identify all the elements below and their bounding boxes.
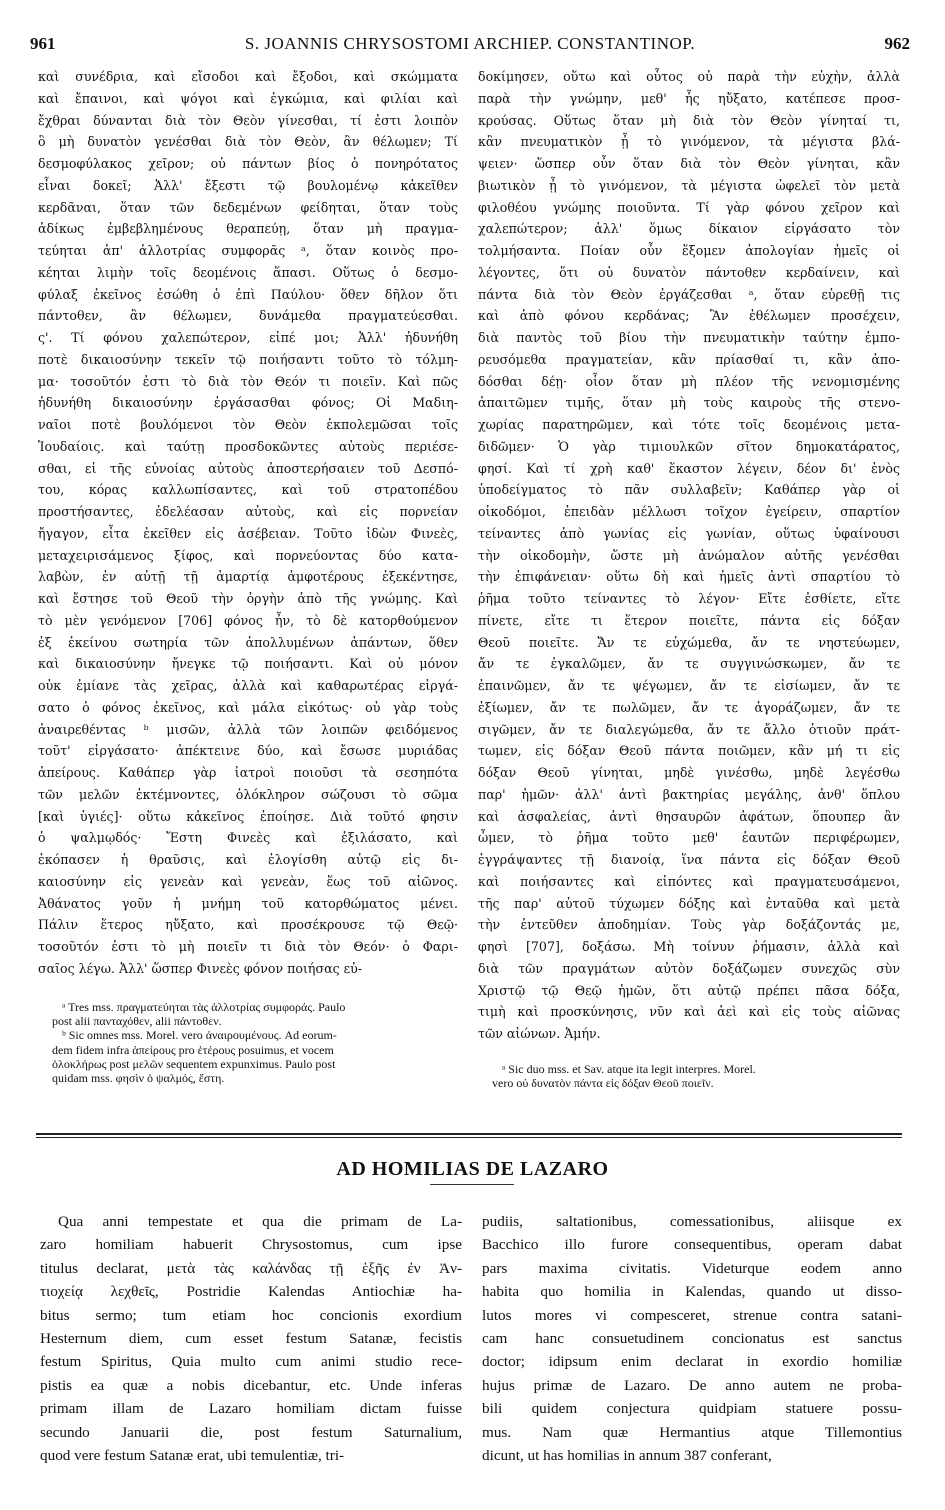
text-line: Hesternum diem, cum esset festum Satanæ, fecistis (40, 1330, 462, 1348)
text-line: primam illam de Lazaro homiliam dictam fuisse (40, 1400, 462, 1418)
text-line: κερδᾶναι, ὅταν τῶν δεδεμένων φείδηται, ὅταν τοὺς (38, 199, 458, 215)
text-line: bili quidem conjectura quidpiam statuere possu- (482, 1400, 902, 1418)
text-line: διδῶμεν· Ὁ γὰρ τιμιουλκῶν σῖτον δημοκατάρατος, (478, 438, 900, 454)
text-line: φησί. Καὶ τί χρὴ καθ' ἕκαστον λέγειν, δέον δι' ἑνὸς (478, 460, 900, 476)
text-line: τῆς παρ' αὐτοῦ τύχωμεν δόξης καὶ ἐνταῦθα καὶ μετὰ (478, 895, 900, 911)
text-line: titulus declarat, μετὰ τὰς καλάνδας τῇ ἑξῆς ἐν Ἀν- (40, 1259, 462, 1277)
text-line: πάντοθεν, ἂν θέλωμεν, δυνάμεθα πραγματεύεσθαι. (38, 308, 458, 324)
text-line: dem fidem infra ἀπείρους pro ἑτέρους posuimus, et vocem (52, 1042, 334, 1057)
greek-text-right-column (478, 66, 900, 1045)
section-divider-thin (36, 1137, 902, 1138)
text-line: Θεοῦ ποιεῖτε. Ἄν τε εὐχώμεθα, ἄν τε νηστεύωμεν, (478, 634, 900, 650)
text-line: τὸ μὲν γενόμενον [706] φόνος ἦν, τὸ δὲ κατορθούμενον (38, 612, 458, 628)
text-line: festum Spiritus, Quia multo cum animi studio rece- (40, 1353, 462, 1371)
text-line: bitus sermo; tum etiam hoc concionis exordium (40, 1306, 462, 1324)
text-line: δοκίμησεν, οὕτω καὶ οὗτος οὐ παρὰ τὴν εὐχὴν, ἀλλὰ (478, 69, 900, 84)
text-line: σθαι, εἰ τῆς εὐνοίας αὐτοὺς ἀποστερήσαιεν τοῦ Δεσπό- (38, 460, 458, 476)
text-line: φιλοθέου γνώμης ποιοῦντα. Τί γὰρ φόνου χεῖρον καὶ (478, 199, 900, 215)
text-line: ῥῆμα τοῦτο τείναντες τὸ λέγον· Εἴτε ἐσθίετε, εἴτε (478, 591, 900, 606)
text-line: vero οὐ δυνατὸν πάντα εἰς δόξαν Θεοῦ ποιεῖν. (492, 1076, 714, 1091)
text-line: ἐξ ἐκείνου σωτηρία τῶν ἀπολλυμένων ἁπάντων, ὅθεν (38, 634, 458, 650)
text-line: καὶ ἀπὸ φόνου κερδάνας; Ἂν ἐθέλωμεν προσέχειν, (478, 308, 900, 324)
text-line: ὁλοκλήρως post μελῶν sequentem expunximus. Paulo post (52, 1056, 336, 1071)
text-line: habita quo homilia in Kalendas, quando ut disso- (482, 1283, 902, 1301)
text-line: σαῖος λέγω. Ἀλλ' ὥσπερ Φινεὲς φόνον ποιήσας εὐ- (38, 960, 363, 976)
text-line: σιγῶμεν, ἄν τε διαλεγώμεθα, ἄν τε ἄλλο ὁτιοῦν πράτ- (478, 721, 900, 737)
text-line: τοσοῦτόν ἐστι τὸ μὴ ποιεῖν τι διὰ τὸν Θεόν· ὁ Φαρι- (38, 939, 458, 954)
footnotes-left (52, 1000, 458, 1085)
text-line: ὁ ψαλμῳδός· Ἔστη Φινεὲς καὶ ἐξιλάσατο, καὶ (38, 830, 458, 846)
text-line: τείναντες ἀπὸ γωνίας εἰς γωνίαν, οὕτως ὑφαίνουσι (478, 525, 900, 541)
footnotes-right (492, 1062, 900, 1090)
section-title: AD HOMILIAS DE LAZARO (336, 1158, 609, 1180)
text-line: τῶν μελῶν ἐκτέμνοντες, ὁλόκληρον σώζουσι τὸ σῶμα (38, 786, 458, 802)
text-line: dicunt, ut has homilias in annum 387 conferant, (482, 1447, 772, 1465)
text-line: καὶ συνέδρια, καὶ εἴσοδοι καὶ ἔξοδοι, καὶ σκώμματα (38, 69, 458, 84)
text-line: τιοχείᾳ λεχθεῖς, Postridie Kalendas Antiochiæ ha- (40, 1283, 462, 1301)
text-line: δεσμοφύλακος χεῖρον; οὐ πάντων βίος ὁ πονηρότατος (38, 156, 458, 171)
section-title-rule (430, 1184, 514, 1185)
text-line: καὶ δικαιοσύνην ἤνεγκε τῷ ποιήσαντι. Καὶ οὐ μόνον (38, 656, 458, 672)
text-line: προστήσαντες, ἐδελέασαν αὐτοὺς, καὶ εἰς πορνείαν (38, 504, 458, 519)
section-divider-thick (36, 1133, 902, 1135)
text-line: Χριστῷ τῷ Θεῷ ἡμῶν, ὅτι αὐτῷ πρέπει πᾶσα δόξα, (478, 982, 900, 998)
text-line: του, κόρας καλλωπίσαντες, καὶ τοῦ στρατοπέδου (38, 482, 458, 498)
text-line: τῶν αἰώνων. Ἀμήν. (478, 1026, 601, 1041)
text-line: ς'. Τί φόνου χαλεπώτερον, εἰπέ μοι; Ἀλλ' ἠδυνήθη (38, 330, 458, 345)
text-line: τολμήσαντα. Ποίαν οὖν ἕξομεν ἀπολογίαν ἡμεῖς οἱ (478, 243, 900, 258)
text-line: ρευσόμεθα πραγματείαν, κἂν πρίασθαί τι, κἂν ἀπο- (478, 351, 900, 367)
text-line: ὦμεν, τὸ ῥῆμα τοῦτο μεθ' ἑαυτῶν περιφέρωμεν, (478, 830, 900, 846)
text-line: δόξαν Θεοῦ γίνηται, μηδὲ γινέσθω, μηδὲ λεγέσθω (478, 765, 900, 780)
text-line: παρὰ τὴν γνώμην, μεθ' ἧς ηὔξατο, κατέπεσε προσ- (478, 90, 900, 106)
text-line: doctor; idipsum enim declarat in exordio homiliæ (482, 1353, 902, 1371)
text-line: φησὶ [707], δοξάσω. Μὴ τοίνυν ῥήμασιν, ἀλλὰ καὶ (478, 939, 900, 954)
text-line: κέηται λιμὴν τοῖς δεομένοις ἅπασι. Οὕτως ὁ δεσμο- (38, 264, 458, 280)
text-line: διὰ τῶν πραγμάτων αὐτὸν δοξάζωμεν συνεχῶς σὺν (478, 960, 900, 976)
text-line: δόσθαι δέῃ· οἷον ὅταν μὴ πλέον τῆς νενομισμένης (478, 373, 900, 389)
text-line: pudiis, saltationibus, comessationibus, aliisque ex (482, 1213, 902, 1230)
text-line: μεταχειρισάμενος ξίφος, καὶ πορνεύοντας δύο κατα- (38, 547, 458, 563)
text-line: ᵇ Sic omnes mss. Morel. vero ἀναιρουμένους. Ad eorum- (62, 1028, 337, 1043)
text-line: quod vere festum Satanæ erat, ubi temulentiæ, tri- (40, 1447, 345, 1465)
text-line: πίνετε, εἴτε τι ἕτερον ποιεῖτε, πάντα εἰς δόξαν (478, 612, 900, 628)
left-page-number: 961 (30, 34, 56, 53)
text-line: Qua anni tempestate et qua die primam de La- (58, 1213, 462, 1230)
latin-preface-left-column (40, 1210, 462, 1467)
text-line: πάντα διὰ τὸν Θεὸν ἐργάζεσθαι ᵃ, ὅταν εὑρεθῇ τις (478, 286, 900, 302)
text-line: σατο ὁ φόνος ἐκεῖνος, καὶ μάλα εἰκότως· οὐ γὰρ τοὺς (38, 699, 458, 715)
text-line: εἶναι δοκεῖ; Ἀλλ' ἔξεστι τῷ βουλομένῳ κἀκεῖθεν (38, 177, 458, 193)
text-line: cam hanc consuetudinem concionatus est sanctus (482, 1330, 902, 1348)
text-line: hujus primæ de Lazaro. De anno autem ne proba- (482, 1376, 902, 1394)
text-line: διὰ παντὸς τοῦ βίου τὴν πνευματικὴν ταύτην ἐμπο- (478, 330, 900, 345)
running-title: S. JOANNIS CHRYSOSTOMI ARCHIEP. CONSTANTINOP. (244, 34, 696, 53)
text-line: ποτὲ δικαιοσύνην τεκεῖν τῷ ποιήσαντι τοῦτο τὸ τόλμη- (38, 351, 458, 367)
text-line: ἀπείρους. Καθάπερ γὰρ ἰατροὶ ποιοῦσι τὰ σεσηπότα (38, 765, 458, 780)
text-line: χαλεπώτερον; ἀλλ' ὅμως δίκαιον εἰργάσατο τὸν (478, 221, 900, 237)
text-line: καὶ ἔπαινοι, καὶ ψόγοι καὶ ἐγκώμια, καὶ φιλίαι καὶ (38, 90, 458, 106)
text-line: pars maxima civitatis. Videturque eodem anno (482, 1259, 902, 1277)
text-line: οὐκ ἐμίανε τὰς χεῖρας, ἀλλὰ καὶ καθαρωτέρας εἰργά- (38, 678, 458, 693)
text-line: ὑποδείγματος τὸ πᾶν συλλαβεῖν; Καθάπερ γὰρ οἱ (478, 482, 900, 498)
text-line: ἀναιρεθέντας ᵇ μισῶν, ἀλλὰ τῶν λοιπῶν φειδόμενος (38, 721, 458, 737)
text-line: λαβὼν, ἐν αὐτῇ τῇ ἁμαρτίᾳ ἀμφοτέρους ἐξεκέντησε, (38, 569, 458, 585)
text-line: ᵃ Tres mss. πραγματεύηται τὰς ἀλλοτρίας συμφοράς. Paulo (62, 1000, 346, 1014)
running-head (30, 34, 910, 60)
text-line: τὴν οἰκοδομὴν, ὥστε μὴ ἀνώμαλον αὐτῆς γενέσθαι (478, 547, 900, 563)
text-line: ἤγαγον, εἶτα ἐκεῖθεν εἰς ἀσέβειαν. Τοῦτο ἰδὼν Φινεὲς, (38, 525, 458, 541)
text-line: Πάλιν ἕτερος ηὔξατο, καὶ προσέκρουσε τῷ Θεῷ· (38, 917, 458, 933)
text-line: καὶ ἀσφαλείας, ἀντὶ θησαυρῶν ἀφάτων, ὅπουπερ ἂν (478, 808, 900, 824)
text-line: ἔχθραι δύνανται διὰ τὸν Θεὸν γίνεσθαι, τί ἐστι λοιπὸν (38, 112, 458, 128)
text-line: ὃ μὴ δυνατὸν γενέσθαι διὰ τὸν Θεὸν, ἂν θέλωμεν; Τί (38, 134, 458, 150)
text-line: καὶ ποιήσαντες καὶ εἰπόντες καὶ πραγματευσάμενοι, (478, 873, 900, 889)
text-line: ἀδίκως ἐμβεβλημένους θεραπεύῃ, ὅταν μὴ πραγμα- (38, 221, 458, 237)
text-line: κἂν πνευματικὸν ᾖ τὸ γινόμενον, τὰ μέγιστα βλά- (478, 134, 900, 150)
text-line: τωμεν, εἰς δόξαν Θεοῦ πάντα ποιῶμεν, κἂν μή τι εἰς (478, 743, 900, 759)
text-line: [καὶ ὑγιές]· οὕτω κἀκεῖνος ἐποίησε. Διὰ τοῦτό φησιν (38, 808, 458, 824)
text-line: Bacchico illo furore consequentibus, operam dabat (482, 1236, 902, 1254)
text-line: ἠδυνήθη δικαιοσύνην ἐργάσασθαι φόνος; Οἱ Μαδιη- (38, 395, 458, 411)
greek-text-left-column (38, 66, 458, 980)
text-line: ναῖοι ποτὲ βουλόμενοι τὸν Θεὸν ἐκπολεμῶσαι τοῖς (38, 417, 458, 432)
text-line: ἐξίωμεν, ἄν τε πωλῶμεν, ἄν τε ἀγοράζωμεν, ἄν τε (478, 699, 900, 715)
text-line: τὴν ἐντεῦθεν ἀποδημίαν. Τοὺς γὰρ δοξάζοντάς με, (478, 917, 900, 933)
text-line: χωρίας παρατηρῶμεν, καὶ τότε τοῖς δεομένοις μετα- (478, 417, 900, 432)
text-line: οἰκοδόμοι, ἐπειδὰν μέλλωσι τοῖχον ἐγείρειν, σπαρτίον (478, 504, 900, 519)
text-line: ἐκόπασεν ἡ θραῦσις, καὶ ἐλογίσθη αὐτῷ εἰς δι- (38, 852, 458, 867)
text-line: τὴν ἐπιφάνειαν· οὕτω δὴ καὶ ἡμεῖς ἀντὶ σπαρτίου τὸ (478, 569, 900, 585)
text-line: pistis ea quæ a nobis dicebantur, etc. Unde inferas (40, 1376, 462, 1394)
latin-preface-right-column (482, 1210, 902, 1467)
text-line: zaro homiliam habuerit Chrysostomus, cum ipse (40, 1236, 462, 1254)
text-line: ᵃ Sic duo mss. et Sav. atque ita legit interpres. Morel. (502, 1062, 756, 1076)
text-line: τοῦτ' εἰργάσατο· ἀπέκτεινε δύο, καὶ ἔσωσε μυριάδας (38, 743, 458, 759)
text-line: ἀπαιτῶμεν τιμῆς, ὅταν μὴ τοὺς καιροὺς τῆς στενο- (478, 395, 900, 411)
text-line: Ἰουδαίοις. καὶ ταύτῃ προσδοκῶντες αὐτοὺς περιέσε- (38, 438, 458, 454)
text-line: βιωτικὸν ᾖ τὸ γινόμενον, τὰ μέγιστα ὠφελεῖ τὸν μετὰ (478, 177, 900, 193)
text-line: quidam mss. φησὶν ὁ ψαλμός, ἔστη. (52, 1071, 225, 1086)
text-line: ἄν τε ἐγκαλῶμεν, ἄν τε συγγινώσκωμεν, ἄν τε (478, 656, 900, 672)
text-line: καιοσύνην εἰς γενεὰν καὶ γενεὰν, ἕως τοῦ αἰῶνος. (38, 873, 458, 889)
text-line: φύλαξ ἐκεῖνος ἐσώθη ὁ ἐπὶ Παύλου· ὅθεν δῆλον ὅτι (38, 286, 458, 302)
text-line: μα· τοσοῦτόν ἐστι τὸ διὰ τὸν Θεόν τι ποιεῖν. Καὶ πῶς (38, 373, 458, 389)
text-line: Ἀθάνατος γοῦν ἡ μνήμη τοῦ κατορθώματος μένει. (38, 895, 458, 911)
text-line: κρούσας. Οὕτως ὅταν μὴ διὰ τὸν Θεὸν γίνηταί τι, (478, 112, 900, 128)
text-line: παρ' ἡμῶν· ἀλλ' ἀντὶ βακτηρίας μεγάλης, ἀνθ' ὅπλου (478, 786, 900, 802)
text-line: καὶ ἔστησε τοῦ Θεοῦ τὴν ὀργὴν ἀπὸ τῆς γνώμης. Καὶ (38, 591, 458, 606)
text-line: ψειεν· ὥσπερ οὖν ὅταν διὰ τὸν Θεὸν γίνηται, κἂν (478, 156, 900, 171)
text-line: mus. Nam quæ Hermantius atque Tillemontius (482, 1423, 902, 1441)
text-line: ἐγγράψαντες τῇ διανοίᾳ, ἵνα πάντα εἰς δόξαν Θεοῦ (478, 852, 900, 867)
text-line: lutos mores vi compesceret, strenue contra satani- (482, 1306, 902, 1324)
text-line: τιμὴ καὶ προσκύνησις, νῦν καὶ ἀεὶ καὶ εἰς τοὺς αἰῶνας (478, 1004, 900, 1020)
text-line: τεύηται ἀπ' ἀλλοτρίας συμφορᾶς ᵃ, ὅταν κοινὸς προ- (38, 243, 458, 258)
right-page-number: 962 (884, 34, 910, 53)
text-line: post alii πανταχόθεν, alii πάντοθεν. (52, 1014, 222, 1029)
text-line: λέγοντες, ὅτι οὐ δυνατὸν πάντοθεν κερδαίνειν, καὶ (478, 264, 900, 280)
text-line: secundo Januarii die, post festum Saturnalium, (40, 1423, 462, 1441)
text-line: ἐπαινῶμεν, ἄν τε ψέγωμεν, ἄν τε εἰσίωμεν, ἄν τε (478, 678, 900, 693)
